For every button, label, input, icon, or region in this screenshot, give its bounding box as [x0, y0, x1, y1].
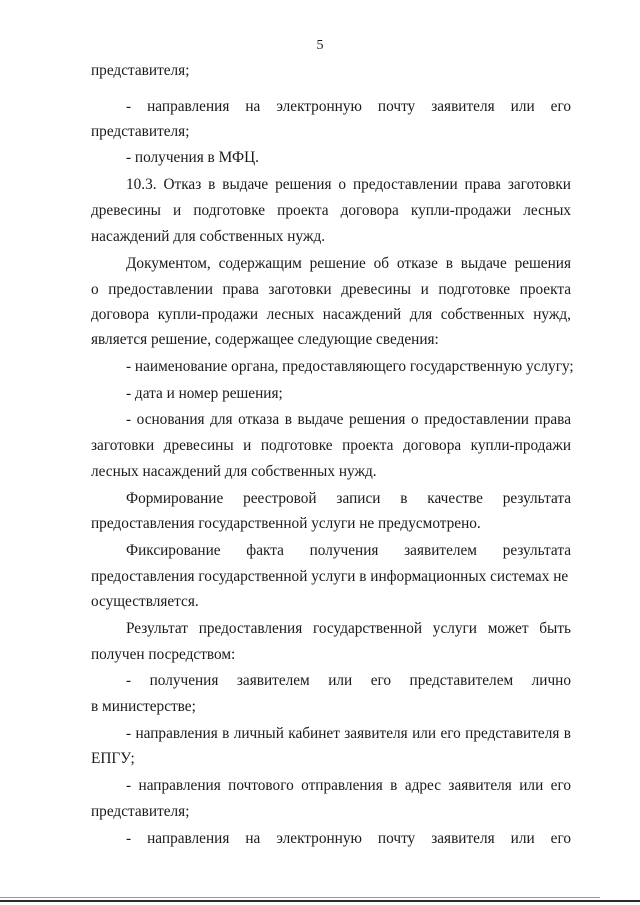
text-line: древесины и подготовке проекта договора купли-продажи лесных	[91, 202, 571, 219]
text-line: представителя;	[91, 803, 190, 820]
text-line: лесных насаждений для собственных нужд.	[91, 463, 377, 480]
text-line: осуществляется.	[91, 593, 199, 610]
text-line: - направления почтового отправления в адрес заявителя или его	[126, 777, 571, 794]
scan-edge-line	[0, 897, 600, 898]
text-line: - направления на электронную почту заявителя или его	[126, 830, 571, 847]
text-line: - направления на электронную почту заявителя или его	[126, 98, 571, 115]
text-line: предоставления государственной услуги не предусмотрено.	[91, 515, 481, 532]
text-line: договора купли-продажи лесных насаждений для собственных нужд,	[91, 306, 571, 323]
text-line: - наименование органа, предоставляющего государственную услугу;	[126, 358, 574, 375]
text-line: предоставления государственной услуги в информационных системах не	[91, 568, 569, 585]
text-line: 10.3. Отказ в выдаче решения о предоставлении права заготовки	[126, 176, 571, 193]
page-number: 5	[316, 38, 324, 53]
text-line: Формирование реестровой записи в качестве результата	[126, 490, 571, 507]
text-line: ЕПГУ;	[91, 750, 135, 767]
text-line: в министерстве;	[91, 698, 196, 715]
text-line: - дата и номер решения;	[126, 385, 283, 402]
scan-edge-line	[0, 900, 640, 902]
text-line: насаждений для собственных нужд.	[91, 228, 326, 245]
text-line: - получения в МФЦ.	[126, 149, 259, 166]
text-line: получен посредством:	[91, 646, 236, 663]
text-line: - основания для отказа в выдаче решения о предоставлении права	[126, 411, 571, 428]
text-line: Результат предоставления государственной услуги может быть	[126, 620, 571, 637]
text-line: - получения заявителем или его представителем лично	[126, 672, 571, 689]
text-line: заготовки древесины и подготовке проекта договора купли-продажи	[91, 437, 571, 454]
text-line: Документом, содержащим решение об отказе в выдаче решения	[126, 255, 571, 272]
text-line: о предоставлении права заготовки древесины и подготовке проекта	[91, 281, 571, 298]
text-line: представителя;	[91, 62, 190, 79]
text-line: представителя;	[91, 123, 190, 140]
text-line: Фиксирование факта получения заявителем результата	[126, 542, 571, 559]
text-line: - направления в личный кабинет заявителя или его представителя в	[126, 725, 571, 742]
text-line: является решение, содержащее следующие сведения:	[91, 331, 439, 348]
